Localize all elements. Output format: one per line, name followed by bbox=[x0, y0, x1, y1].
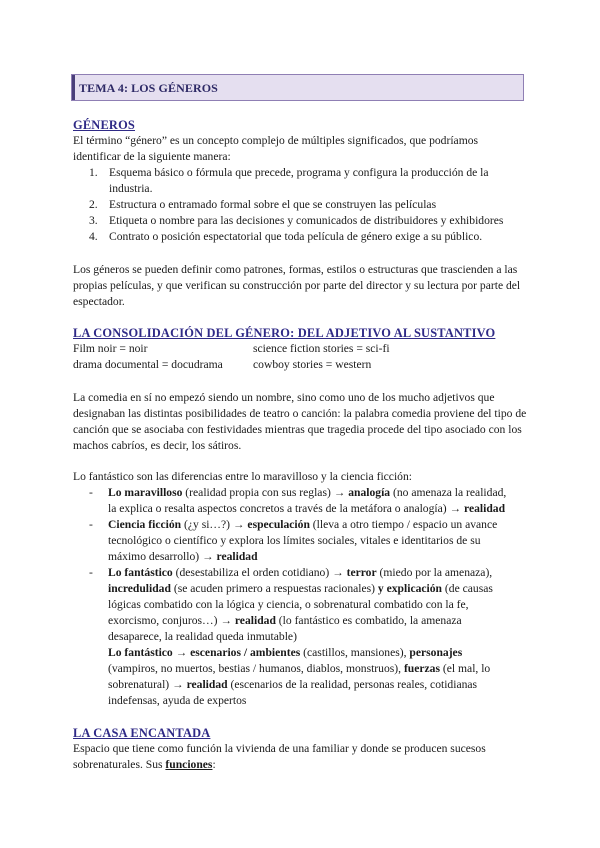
heading-consolidacion: LA CONSOLIDACIÓN DEL GÉNERO: DEL ADJETIVO AL SUSTANTIVO bbox=[73, 326, 496, 340]
bullet-line bbox=[108, 517, 528, 533]
bold-term: terror bbox=[346, 566, 377, 579]
text: (vampiros, no muertos, bestias / humanos, diablos, monstruos), bbox=[108, 662, 404, 675]
text: (de causas bbox=[442, 582, 493, 595]
bullet-maravilloso bbox=[108, 485, 528, 517]
list-number: 4. bbox=[89, 230, 98, 243]
pair-right: science fiction stories = sci-fi bbox=[253, 342, 390, 355]
pair-left: drama documental = docudrama bbox=[73, 358, 223, 371]
bold-term: realidad bbox=[216, 550, 258, 563]
text: sobrenatural) → bbox=[108, 678, 187, 691]
bold-underlined-term: funciones bbox=[165, 758, 213, 771]
text: (escenarios de la realidad, personas reales, cotidianas bbox=[227, 678, 478, 691]
text: (se acuden primero a respuestas racionales) bbox=[170, 582, 378, 595]
bullet-line bbox=[108, 677, 528, 693]
bullet-dash: - bbox=[89, 566, 93, 579]
bullet-line bbox=[108, 661, 528, 677]
heading-casa-encantada: LA CASA ENCANTADA bbox=[73, 726, 211, 740]
page-title: TEMA 4: LOS GÉNEROS bbox=[79, 81, 218, 95]
text: la explica o resalta aspectos concretos a través de la metáfora o analogía) → bbox=[108, 502, 465, 515]
list-number: 2. bbox=[89, 198, 98, 211]
bold-term: realidad bbox=[464, 502, 506, 515]
bold-term: personajes bbox=[409, 646, 463, 659]
list-text: Etiqueta o nombre para las decisiones y comunicados de distribuidores y exhibidores bbox=[109, 214, 504, 227]
generos-paragraph: Los géneros se pueden definir como patrones, formas, estilos o estructuras que trascienden a las propias películas, y que verifican su construcción por parte del director y su lectura por parte del espectador. bbox=[73, 263, 521, 308]
fantastic-intro: Lo fantástico son las diferencias entre lo maravilloso y la ciencia ficción: bbox=[73, 470, 412, 483]
bold-term: fuerzas bbox=[403, 662, 440, 675]
text: (el mal, lo bbox=[440, 662, 491, 675]
text: (no amenaza la realidad, bbox=[390, 486, 507, 499]
bullet-fantastico bbox=[108, 565, 528, 709]
text: exorcismo, conjuros…) → bbox=[108, 614, 235, 627]
casa-line-2 bbox=[73, 757, 528, 773]
list-number: 3. bbox=[89, 214, 98, 227]
heading-generos: GÉNEROS bbox=[73, 118, 135, 132]
bold-term: realidad bbox=[234, 614, 276, 627]
bullet-line: lógicas combatido con la lógica y ciencia, o sobrenatural combatido con la fe, bbox=[108, 598, 469, 611]
bold-term: analogía bbox=[348, 486, 391, 499]
title-accent-bar bbox=[72, 75, 75, 100]
text: (desestabiliza el orden cotidiano) → bbox=[172, 566, 347, 579]
bold-term: Lo fantástico bbox=[108, 566, 173, 579]
bullet-line bbox=[108, 645, 528, 661]
bold-term: especulación bbox=[247, 518, 310, 531]
pair-right: cowboy stories = western bbox=[253, 358, 372, 371]
casa-line-1: Espacio que tiene como función la vivienda de una familiar y donde se producen sucesos bbox=[73, 742, 486, 755]
text: máximo desarrollo) → bbox=[108, 550, 217, 563]
bullet-line bbox=[108, 485, 528, 501]
text: (lo fantástico es combatido, la amenaza bbox=[275, 614, 462, 627]
bullet-dash: - bbox=[89, 486, 93, 499]
title-banner bbox=[71, 74, 524, 101]
pair-left: Film noir = noir bbox=[73, 342, 148, 355]
bullet-line bbox=[108, 501, 528, 517]
bold-term: y explicación bbox=[377, 582, 443, 595]
text: : bbox=[212, 758, 216, 771]
bullet-line bbox=[108, 549, 528, 565]
generos-intro: El término “género” es un concepto complejo de múltiples significados, que podríamos identificar de la siguiente manera: bbox=[73, 134, 479, 163]
bullet-dash: - bbox=[89, 518, 93, 531]
text: (lleva a otro tiempo / espacio un avance bbox=[309, 518, 498, 531]
bullet-line: tecnológico o científico y explora los límites sociales, vitales e identitarios de su bbox=[108, 534, 481, 547]
bold-term: Lo fantástico → escenarios / ambientes bbox=[108, 646, 301, 659]
text: (¿y si…?) → bbox=[181, 518, 248, 531]
list-text: Contrato o posición espectatorial que toda película de género exige a su público. bbox=[109, 230, 483, 243]
text: (realidad propia con sus reglas) → bbox=[182, 486, 349, 499]
bullet-line: indefensas, ayuda de expertos bbox=[108, 694, 247, 707]
bullet-line bbox=[108, 565, 528, 581]
bullet-line: desaparece, la realidad queda inmutable) bbox=[108, 630, 297, 643]
list-number: 1. bbox=[89, 166, 98, 179]
bullet-ciencia-ficcion bbox=[108, 517, 528, 565]
text: (miedo por la amenaza), bbox=[376, 566, 493, 579]
comedia-paragraph: La comedia en sí no empezó siendo un nombre, sino como uno de los mucho adjetivos que designaban las distintas posibilidades de teatro o canción: la palabra comedia proviene del tipo de canción que se asociaba con festividades mientras que tragedia procede del tipo asociado con los machos cabríos, es decir, los sátiros. bbox=[73, 391, 527, 452]
text: sobrenaturales. Sus bbox=[73, 758, 166, 771]
list-text: Estructura o entramado formal sobre el que se construyen las películas bbox=[109, 198, 437, 211]
bullet-line bbox=[108, 581, 528, 597]
bold-term: Ciencia ficción bbox=[108, 518, 182, 531]
bold-term: realidad bbox=[186, 678, 228, 691]
text: (castillos, mansiones), bbox=[300, 646, 410, 659]
bullet-line bbox=[108, 613, 528, 629]
bold-term: Lo maravilloso bbox=[108, 486, 183, 499]
bold-term: incredulidad bbox=[108, 582, 171, 595]
list-text: Esquema básico o fórmula que precede, programa y configura la producción de la industria. bbox=[109, 166, 489, 195]
